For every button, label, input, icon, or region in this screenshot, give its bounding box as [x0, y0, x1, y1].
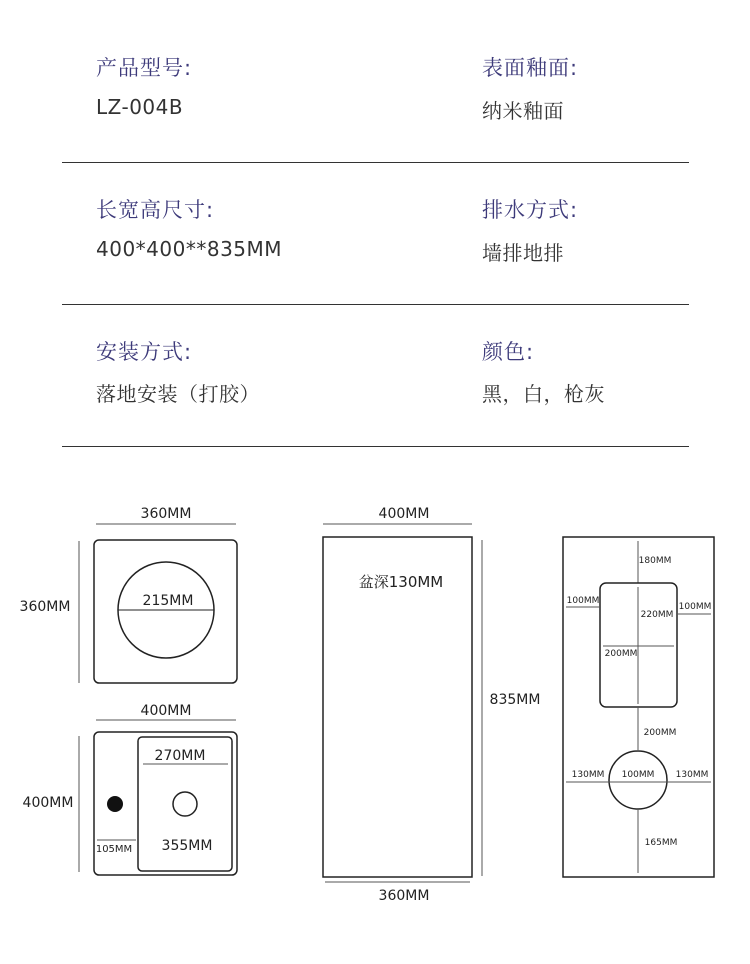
bottom-view-height-label: 400MM: [22, 795, 74, 811]
back-view-hole-diameter-label: 100MM: [621, 770, 655, 780]
front-view-height-label: 835MM: [489, 692, 541, 708]
top-view-width-label: 360MM: [140, 506, 192, 522]
front-view-drawing: [323, 506, 540, 904]
model-label: 产品型号:: [96, 56, 193, 80]
size-value: 400*400**835MM: [96, 237, 283, 261]
drain-label: 排水方式:: [482, 198, 579, 222]
bottom-view-drawing: [23, 703, 237, 875]
top-view-height-label: 360MM: [19, 599, 71, 615]
front-view-bottom-label: 360MM: [378, 888, 430, 904]
front-view-top-label: 400MM: [378, 506, 430, 522]
install-label: 安装方式:: [96, 340, 193, 364]
color-value: 黑，白，枪灰: [482, 382, 605, 406]
back-view-panel-height-label: 220MM: [640, 610, 674, 620]
bottom-view-inner-width-label: 270MM: [154, 748, 206, 764]
bottom-view-width-label: 400MM: [140, 703, 192, 719]
install-value: 落地安装（打胶）: [96, 382, 260, 406]
color-label: 颜色:: [482, 340, 535, 364]
back-view-panel-width-label: 200MM: [604, 649, 638, 659]
bottom-view-outlet-hole: [173, 792, 197, 816]
bottom-view-drain-hole: [107, 796, 123, 812]
glaze-label: 表面釉面:: [482, 56, 579, 80]
glaze-value: 纳米釉面: [482, 99, 564, 123]
size-label: 长宽高尺寸:: [96, 198, 215, 222]
back-view-gap-below-label: 200MM: [643, 728, 677, 738]
top-view-basin-label: 215MM: [142, 593, 194, 609]
bottom-view-inner-height-label: 355MM: [161, 838, 213, 854]
drain-value: 墙排地排: [482, 241, 564, 265]
top-view-drawing: [20, 506, 237, 683]
back-view-drawing: [563, 537, 714, 877]
back-view-bottom-gap-label: 165MM: [644, 838, 678, 848]
back-view-top-gap-label: 180MM: [638, 556, 672, 566]
back-view-right-margin-label: 100MM: [678, 602, 712, 612]
front-view-depth-label: 盆深130MM: [358, 573, 444, 591]
back-view-outlet-hole: [609, 751, 667, 809]
back-view-left-margin-label: 100MM: [566, 596, 600, 606]
bottom-view-offset-label: 105MM: [95, 844, 133, 855]
model-value: LZ-004B: [96, 95, 184, 119]
back-view-hole-left-label: 130MM: [571, 770, 605, 780]
back-view-hole-right-label: 130MM: [675, 770, 709, 780]
